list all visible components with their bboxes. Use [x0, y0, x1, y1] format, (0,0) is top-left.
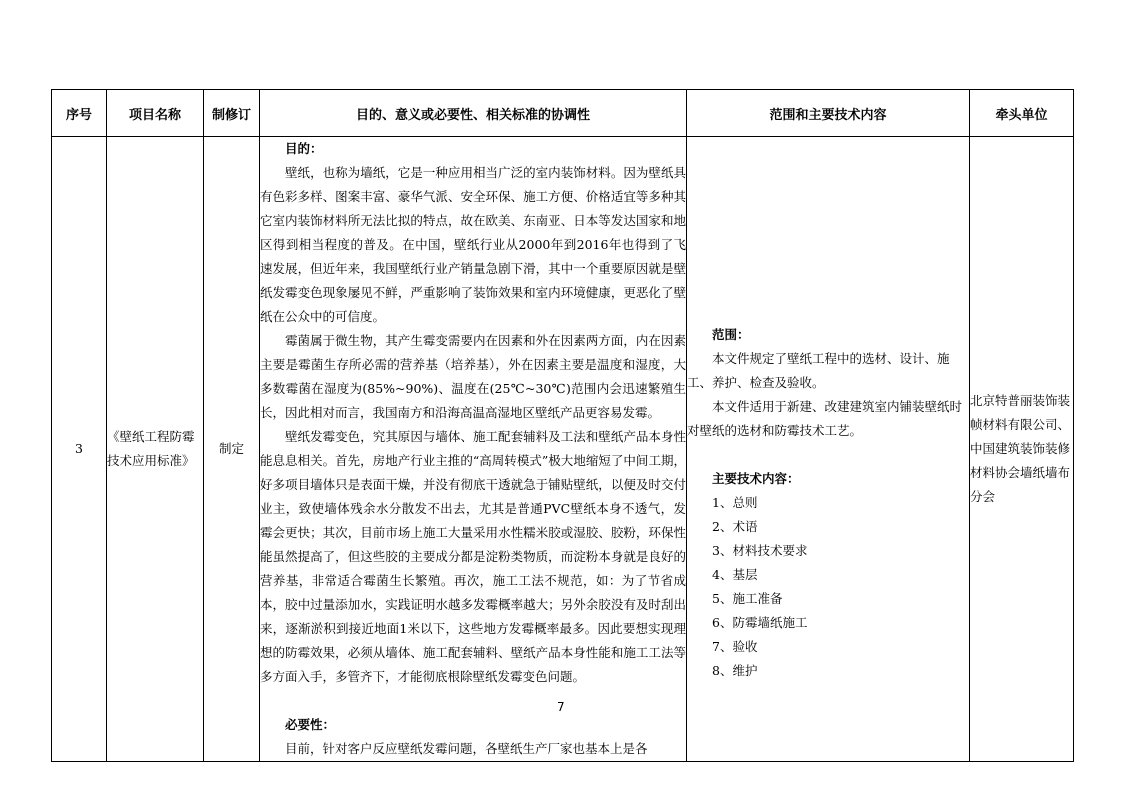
content-item: 4、基层 [712, 567, 758, 582]
cell-type: 制定 [204, 137, 260, 762]
cell-seq: 3 [52, 137, 107, 762]
content-item: 6、防霉墙纸施工 [712, 615, 808, 630]
content-item: 5、施工准备 [712, 591, 783, 606]
purpose-paragraph-2: 霉菌属于微生物，其产生霉变需要内在因素和外在因素两方面，内在因素主要是霉菌生存所必需的营养基（培养基），外在因素主要是温度和湿度，大多数霉菌在湿度为(85%~90%)、温度在(25℃~30℃)范围内会迅速繁殖生长，因此相对而言，我国南方和沿海高温高湿地区壁纸产品更容易发霉。 [260, 333, 686, 420]
table-row [52, 137, 1074, 762]
content-item: 3、材料技术要求 [712, 543, 808, 558]
purpose-title: 目的： [285, 141, 323, 156]
page-number: 7 [557, 700, 565, 714]
header-scope: 范围和主要技术内容 [687, 90, 970, 137]
cell-scope [687, 137, 970, 762]
necessity-text: 目前，针对客户反应壁纸发霉问题，各壁纸生产厂家也基本上是各 [285, 741, 648, 756]
header-row [52, 90, 1074, 137]
project-table [51, 89, 1074, 762]
cell-lead-unit: 北京特普丽装饰装帧材料有限公司、中国建筑装饰装修材料协会墙纸墙布分会 [970, 137, 1074, 762]
header-seq: 序号 [52, 90, 107, 137]
content-item: 2、术语 [712, 519, 758, 534]
header-name: 项目名称 [107, 90, 204, 137]
cell-purpose [260, 137, 687, 762]
header-purpose: 目的、意义或必要性、相关标准的协调性 [260, 90, 687, 137]
content-item: 1、总则 [712, 495, 758, 510]
header-type: 制修订 [204, 90, 260, 137]
content-item: 7、验收 [712, 639, 758, 654]
purpose-paragraph-1: 壁纸，也称为墙纸，它是一种应用相当广泛的室内装饰材料。因为壁纸具有色彩多样、图案丰富、豪华气派、安全环保、施工方便、价格适宜等多种其它室内装饰材料所无法比拟的特点，故在欧美、东南亚、日本等发达国家和地区得到相当程度的普及。在中国，壁纸行业从2000年到2016年也得到了飞速发展，但近年来，我国壁纸行业产销量急剧下滑，其中一个重要原因就是壁纸发霉变色现象屡见不鲜，严重影响了装饰效果和室内环境健康，更恶化了壁纸在公众中的可信度。 [260, 165, 686, 324]
range-paragraph-1: 本文件规定了壁纸工程中的选材、设计、施工、养护、检查及验收。 [687, 351, 950, 390]
content-item: 8、维护 [712, 663, 758, 678]
content-title: 主要技术内容： [712, 471, 800, 486]
purpose-paragraph-3: 壁纸发霉变色，究其原因与墙体、施工配套辅料及工法和壁纸产品本身性能息息相关。首先，房地产行业主推的“高周转模式”极大地缩短了中间工期，好多项目墙体只是表面干燥，并没有彻底干透就急于铺贴壁纸，以便及时交付业主，致使墙体残余水分散发不出去，尤其是普通PVC壁纸本身不透气，发霉会更快；其次，目前市场上施工大量采用水性糯米胶或湿胶、胶粉，环保性能虽然提高了，但这些胶的主要成分都是淀粉类物质，而淀粉本身就是良好的营养基，非常适合霉菌生长繁殖。再次，施工工法不规范，如：为了节省成本，胶中过量添加水，实践证明水越多发霉概率越大；另外余胶没有及时刮出来，逐渐淤积到接近地面1米以下，这些地方发霉概率最多。因此要想实现理想的防霉效果，必须从墙体、施工配套辅料、壁纸产品本身性能和施工工法等多方面入手，多管齐下，才能彻底根除壁纸发霉变色问题。 [260, 429, 686, 684]
range-paragraph-2: 本文件适用于新建、改建建筑室内铺装壁纸时对壁纸的选材和防霉技术工艺。 [687, 399, 963, 438]
necessity-title: 必要性： [285, 717, 336, 732]
header-lead: 牵头单位 [970, 90, 1074, 137]
range-title: 范围： [712, 327, 750, 342]
cell-project-name: 《壁纸工程防霉技术应用标准》 [107, 137, 204, 762]
